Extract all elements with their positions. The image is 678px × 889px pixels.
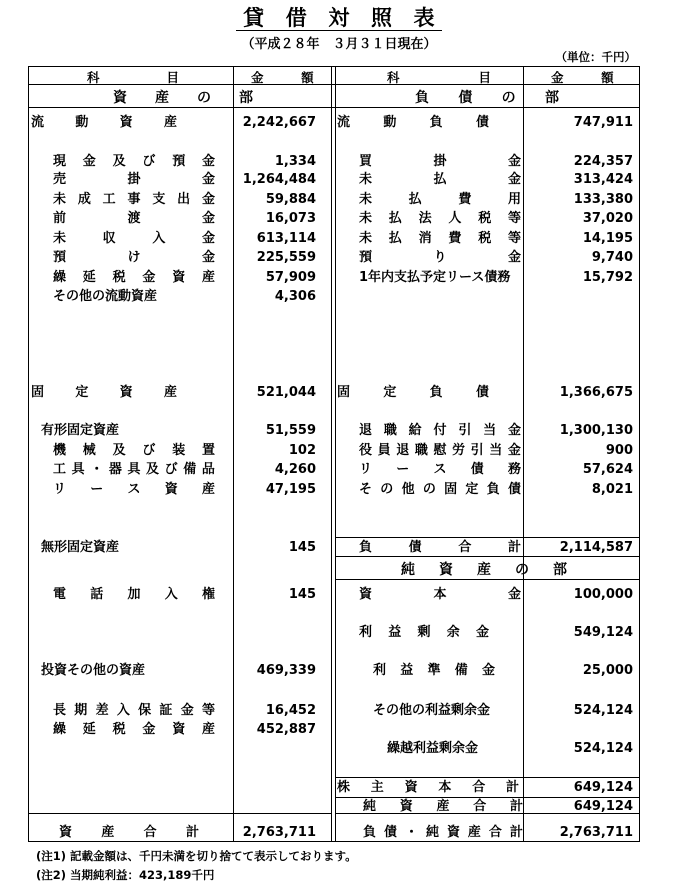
amount-cell: 16,073 bbox=[265, 211, 316, 226]
asset-item: 売 掛 金 bbox=[53, 172, 215, 187]
amount-cell: 145 bbox=[288, 540, 316, 555]
liability-item: 未 払 金 bbox=[359, 172, 521, 187]
column-header-amount: 金 額 bbox=[251, 70, 314, 85]
amount-cell: 2,763,711 bbox=[559, 825, 633, 840]
divider bbox=[29, 813, 331, 814]
amount-cell: 2,114,587 bbox=[559, 540, 633, 555]
divider bbox=[331, 67, 332, 841]
note-2: (注2) 当期純利益：423,189千円 bbox=[36, 868, 215, 882]
amount-cell: 14,195 bbox=[582, 231, 633, 246]
net-asset-item: 利 益 剰 余 金 bbox=[359, 625, 489, 640]
amount-cell: 452,887 bbox=[256, 722, 316, 737]
asset-item: 未 成 工 事 支 出 金 bbox=[53, 192, 215, 207]
amount-cell: 57,624 bbox=[582, 462, 633, 477]
amount-cell: 25,000 bbox=[582, 663, 633, 678]
amount-cell: 47,195 bbox=[265, 482, 316, 497]
amount-cell: 649,124 bbox=[573, 799, 633, 814]
amount-cell: 613,114 bbox=[256, 231, 316, 246]
asset-item: リ ー ス 資 産 bbox=[53, 482, 215, 497]
amount-cell: 100,000 bbox=[573, 587, 633, 602]
amount-cell: 57,909 bbox=[265, 270, 316, 285]
balance-sheet-table bbox=[28, 66, 640, 842]
section-title-assets: 資 産 の 部 bbox=[113, 90, 253, 106]
subcategory-investments: 投資その他の資産 bbox=[41, 663, 146, 678]
liability-item: 役 員 退 職 慰 労 引 当 金 bbox=[359, 443, 521, 458]
amount-cell: 649,124 bbox=[573, 780, 633, 795]
amount-cell: 2,763,711 bbox=[242, 825, 316, 840]
amount-cell: 16,452 bbox=[265, 703, 316, 718]
category-fixed-liabilities: 固 定 負 債 bbox=[337, 385, 489, 400]
liabilities-total-label: 負 債 合 計 bbox=[359, 540, 521, 555]
amount-cell: 2,242,667 bbox=[242, 115, 316, 130]
category-current-liabilities: 流 動 負 債 bbox=[337, 115, 489, 130]
amount-cell: 37,020 bbox=[582, 211, 633, 226]
column-header-amount: 金 額 bbox=[551, 70, 614, 85]
divider bbox=[233, 67, 234, 841]
liability-item: リ ー ス 債 務 bbox=[359, 462, 521, 477]
category-current-assets: 流 動 資 産 bbox=[31, 115, 177, 130]
amount-cell: 4,306 bbox=[274, 289, 316, 304]
divider bbox=[335, 556, 639, 557]
asset-item: 未 収 入 金 bbox=[53, 231, 215, 246]
column-header-item: 科 目 bbox=[387, 70, 491, 85]
amount-cell: 145 bbox=[288, 587, 316, 602]
net-asset-item: 資 本 金 bbox=[359, 587, 521, 602]
amount-cell: 469,339 bbox=[256, 663, 316, 678]
amount-cell: 4,260 bbox=[274, 462, 316, 477]
report-date: （平成２８年 ３月３１日現在） bbox=[241, 37, 437, 52]
unit-label: （単位：千円） bbox=[555, 50, 636, 64]
amount-cell: 15,792 bbox=[582, 270, 633, 285]
asset-item: 長 期 差 入 保 証 金 等 bbox=[53, 703, 215, 718]
liability-item: 退 職 給 付 引 当 金 bbox=[359, 423, 521, 438]
net-assets-total-label: 純 資 産 合 計 bbox=[363, 799, 523, 814]
section-title-liabilities: 負 債 の 部 bbox=[415, 90, 559, 106]
divider bbox=[335, 777, 639, 778]
asset-item: その他の流動資産 bbox=[53, 289, 158, 304]
column-header-item: 科 目 bbox=[87, 70, 179, 85]
divider bbox=[335, 67, 336, 841]
asset-item: 工 具 ・ 器 具 及 び 備 品 bbox=[53, 462, 215, 477]
amount-cell: 747,911 bbox=[573, 115, 633, 130]
amount-cell: 524,124 bbox=[573, 703, 633, 718]
amount-cell: 51,559 bbox=[265, 423, 316, 438]
liability-item: 預 り 金 bbox=[359, 250, 521, 265]
amount-cell: 225,559 bbox=[256, 250, 316, 265]
asset-item: 繰 延 税 金 資 産 bbox=[53, 722, 215, 737]
document-title: 貸 借 対 照 表 bbox=[243, 6, 435, 30]
divider bbox=[335, 537, 639, 538]
amount-cell: 313,424 bbox=[573, 172, 633, 187]
asset-item: 機 械 及 び 装 置 bbox=[53, 443, 215, 458]
amount-cell: 1,366,675 bbox=[559, 385, 633, 400]
amount-cell: 8,021 bbox=[591, 482, 633, 497]
divider bbox=[335, 797, 639, 798]
asset-item: 繰 延 税 金 資 産 bbox=[53, 270, 215, 285]
amount-cell: 1,264,484 bbox=[242, 172, 316, 187]
subcategory-tangible: 有形固定資産 bbox=[41, 423, 120, 438]
asset-item: 現 金 及 び 預 金 bbox=[53, 154, 215, 169]
amount-cell: 900 bbox=[605, 443, 633, 458]
section-title-net-assets: 純 資 産 の 部 bbox=[401, 562, 567, 578]
divider bbox=[523, 67, 524, 841]
amount-cell: 1,300,130 bbox=[559, 423, 633, 438]
asset-item: 預 け 金 bbox=[53, 250, 215, 265]
subcategory-intangible: 無形固定資産 bbox=[41, 540, 120, 555]
net-asset-item: その他の利益剰余金 bbox=[373, 703, 491, 718]
net-asset-item: 繰越利益剰余金 bbox=[387, 741, 479, 756]
asset-item: 電 話 加 入 権 bbox=[53, 587, 215, 602]
asset-item: 前 渡 金 bbox=[53, 211, 215, 226]
divider bbox=[335, 579, 639, 580]
note-1: (注1) 記載金額は、千円未満を切り捨てて表示しております。 bbox=[36, 849, 357, 863]
net-asset-item: 利 益 準 備 金 bbox=[373, 663, 495, 678]
amount-cell: 524,124 bbox=[573, 741, 633, 756]
grand-total-label: 負 債 ・ 純 資 産 合 計 bbox=[363, 825, 523, 840]
amount-cell: 1,334 bbox=[274, 154, 316, 169]
liability-item: そ の 他 の 固 定 負 債 bbox=[359, 482, 521, 497]
amount-cell: 9,740 bbox=[591, 250, 633, 265]
category-fixed-assets: 固 定 資 産 bbox=[31, 385, 177, 400]
divider bbox=[29, 107, 639, 108]
amount-cell: 224,357 bbox=[573, 154, 633, 169]
liability-item: 未 払 消 費 税 等 bbox=[359, 231, 521, 246]
amount-cell: 102 bbox=[288, 443, 316, 458]
assets-total-label: 資 産 合 計 bbox=[59, 825, 199, 840]
amount-cell: 59,884 bbox=[265, 192, 316, 207]
liability-item: 未 払 法 人 税 等 bbox=[359, 211, 521, 226]
amount-cell: 521,044 bbox=[256, 385, 316, 400]
equity-total-label: 株 主 資 本 合 計 bbox=[337, 780, 519, 795]
amount-cell: 133,380 bbox=[573, 192, 633, 207]
amount-cell: 549,124 bbox=[573, 625, 633, 640]
liability-item: 未 払 費 用 bbox=[359, 192, 521, 207]
liability-item: 買 掛 金 bbox=[359, 154, 521, 169]
title-underline bbox=[236, 30, 442, 31]
liability-item: 1年内支払予定リース債務 bbox=[359, 270, 511, 285]
